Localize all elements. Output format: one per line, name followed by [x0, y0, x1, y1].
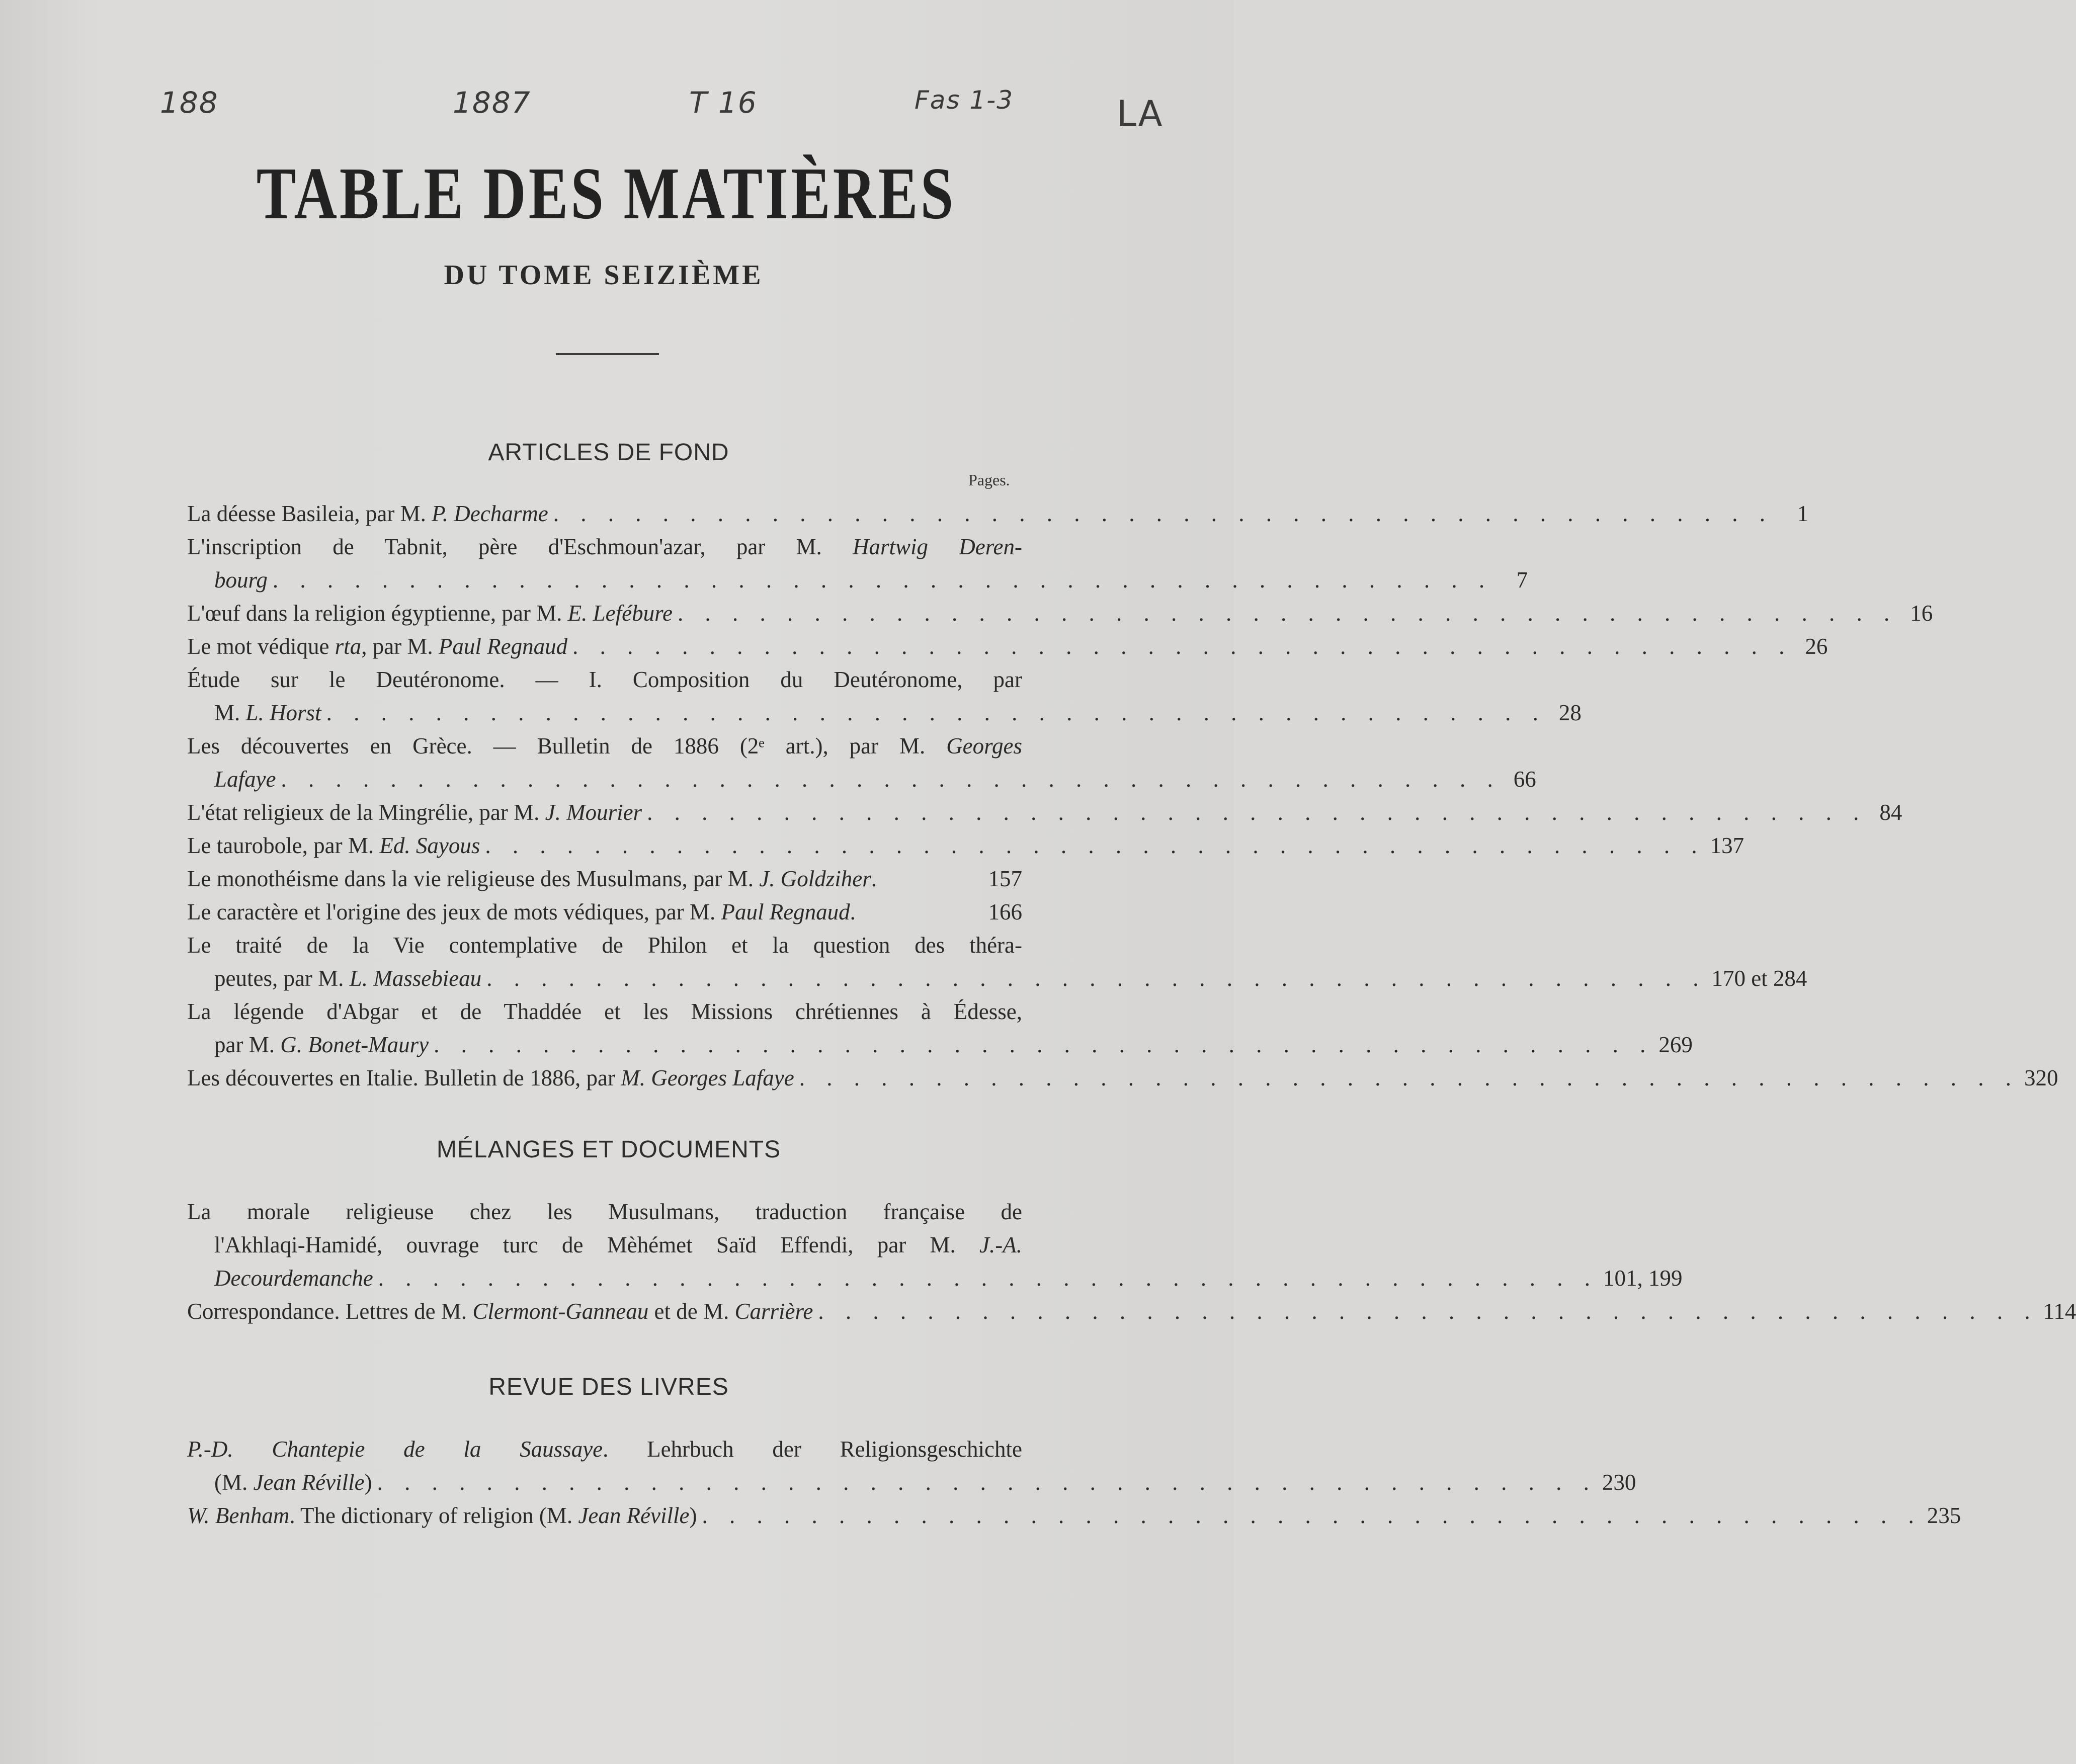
toc-entry: Le taurobole, par M. Ed. Sayous . . . . . . . . . . . . . . . . . . . . . . . . . . . . . . . . . . . . . . . . . . . . . 137 — [187, 833, 1745, 858]
toc-entry: P.-D. Chantepie de la Saussaye. Lehrbuch der Religionsgeschichte (M. Jean Réville) . . . . . . . . . . . . . . . . . . . . . . . . . . . . . . . . . . . . . . . . . . . . . 230 — [187, 1437, 1636, 1495]
title-divider — [556, 353, 659, 355]
toc-entry: L'œuf dans la religion égyptienne, par M. E. Lefébure . . . . . . . . . . . . . . . . . . . . . . . . . . . . . . . . . . . . . . . . . . . . . 16 — [187, 601, 1933, 626]
toc-entry: Le traité de la Vie contemplative de Philon et la question des théra- peutes, par M. L. Massebieau . . . . . . . . . . . . . . . . . . . . . . . . . . . . . . . . . . . . . . . . . . . . . 170 et 284 — [187, 933, 1807, 991]
toc-entry: Les découvertes en Italie. Bulletin de 1886, par M. Georges Lafaye . . . . . . . . . . . . . . . . . . . . . . . . . . . . . . . . . . . . . . . . . . . . . 320 — [187, 1065, 2058, 1090]
toc-entry: Le caractère et l'origine des jeux de mots védiques, par M. Paul Regnaud. 166 — [187, 899, 1022, 925]
handwritten-note-1: 188 — [160, 86, 219, 120]
section-heading-melanges: MÉLANGES ET DOCUMENTS — [436, 1136, 781, 1163]
page-subtitle: DU TOME SEIZIÈME — [444, 260, 764, 291]
handwritten-note-3: T 16 — [689, 86, 758, 120]
toc-entry: Correspondance. Lettres de M. Clermont-Ganneau et de M. Carrière . . . . . . . . . . . . . . . . . . . . . . . . . . . . . . . . . . . . . . . . . . . . . 114 — [187, 1299, 2076, 1324]
toc-entry: La morale religieuse chez les Musulmans, traduction française de l'Akhlaqi-Hamidé, ouvrage turc de Mèhémet Saïd Effendi, par M. J.-A. Decourdemanche . . . . . . . . . . . . . . . . . . . . . . . . . . . . . . . . . . . . . . . . . . . . . 101, 199 — [187, 1199, 1683, 1291]
toc-entry: W. Benham. The dictionary of religion (M. Jean Réville) . . . . . . . . . . . . . . . . . . . . . . . . . . . . . . . . . . . . . . . . . . . . . 235 — [187, 1503, 1961, 1528]
section-heading-revue: REVUE DES LIVRES — [488, 1374, 729, 1400]
toc-entry: Étude sur le Deutéronome. — I. Composition du Deutéronome, par M. L. Horst . . . . . . . . . . . . . . . . . . . . . . . . . . . . . . . . . . . . . . . . . . . . . 28 — [187, 667, 1582, 725]
toc-entry: Le mot védique rta, par M. Paul Regnaud . . . . . . . . . . . . . . . . . . . . . . . . . . . . . . . . . . . . . . . . . . . . . 26 — [187, 634, 1828, 659]
pages-column-label: Pages. — [968, 471, 1010, 489]
page-title: TABLE DES MATIÈRES — [256, 152, 956, 235]
handwritten-note-2: 1887 — [453, 86, 531, 120]
toc-entry: La déesse Basileia, par M. P. Decharme . . . . . . . . . . . . . . . . . . . . . . . . . . . . . . . . . . . . . . . . . . . . . 1 — [187, 501, 1808, 526]
handwritten-note-4: Fas 1-3 — [915, 86, 1014, 115]
toc-entry: L'état religieux de la Mingrélie, par M. J. Mourier . . . . . . . . . . . . . . . . . . . . . . . . . . . . . . . . . . . . . . . . . . . . . 84 — [187, 800, 1902, 825]
toc-entry: Les découvertes en Grèce. — Bulletin de 1886 (2ᵉ art.), par M. Georges Lafaye . . . . . . . . . . . . . . . . . . . . . . . . . . . . . . . . . . . . . . . . . . . . . 66 — [187, 733, 1536, 792]
handwritten-note-5: LA — [1117, 93, 1164, 134]
toc-entry: La légende d'Abgar et de Thaddée et les Missions chrétiennes à Édesse, par M. G. Bonet-Maury . . . . . . . . . . . . . . . . . . . . . . . . . . . . . . . . . . . . . . . . . . . . . 269 — [187, 999, 1693, 1057]
toc-entry: L'inscription de Tabnit, père d'Eschmoun'azar, par M. Hartwig Deren- bourg . . . . . . . . . . . . . . . . . . . . . . . . . . . . . . . . . . . . . . . . . . . . . 7 — [187, 534, 1528, 593]
toc-entry: Le monothéisme dans la vie religieuse des Musulmans, par M. J. Goldziher. 157 — [187, 866, 1022, 891]
section-heading-articles: ARTICLES DE FOND — [488, 439, 729, 466]
